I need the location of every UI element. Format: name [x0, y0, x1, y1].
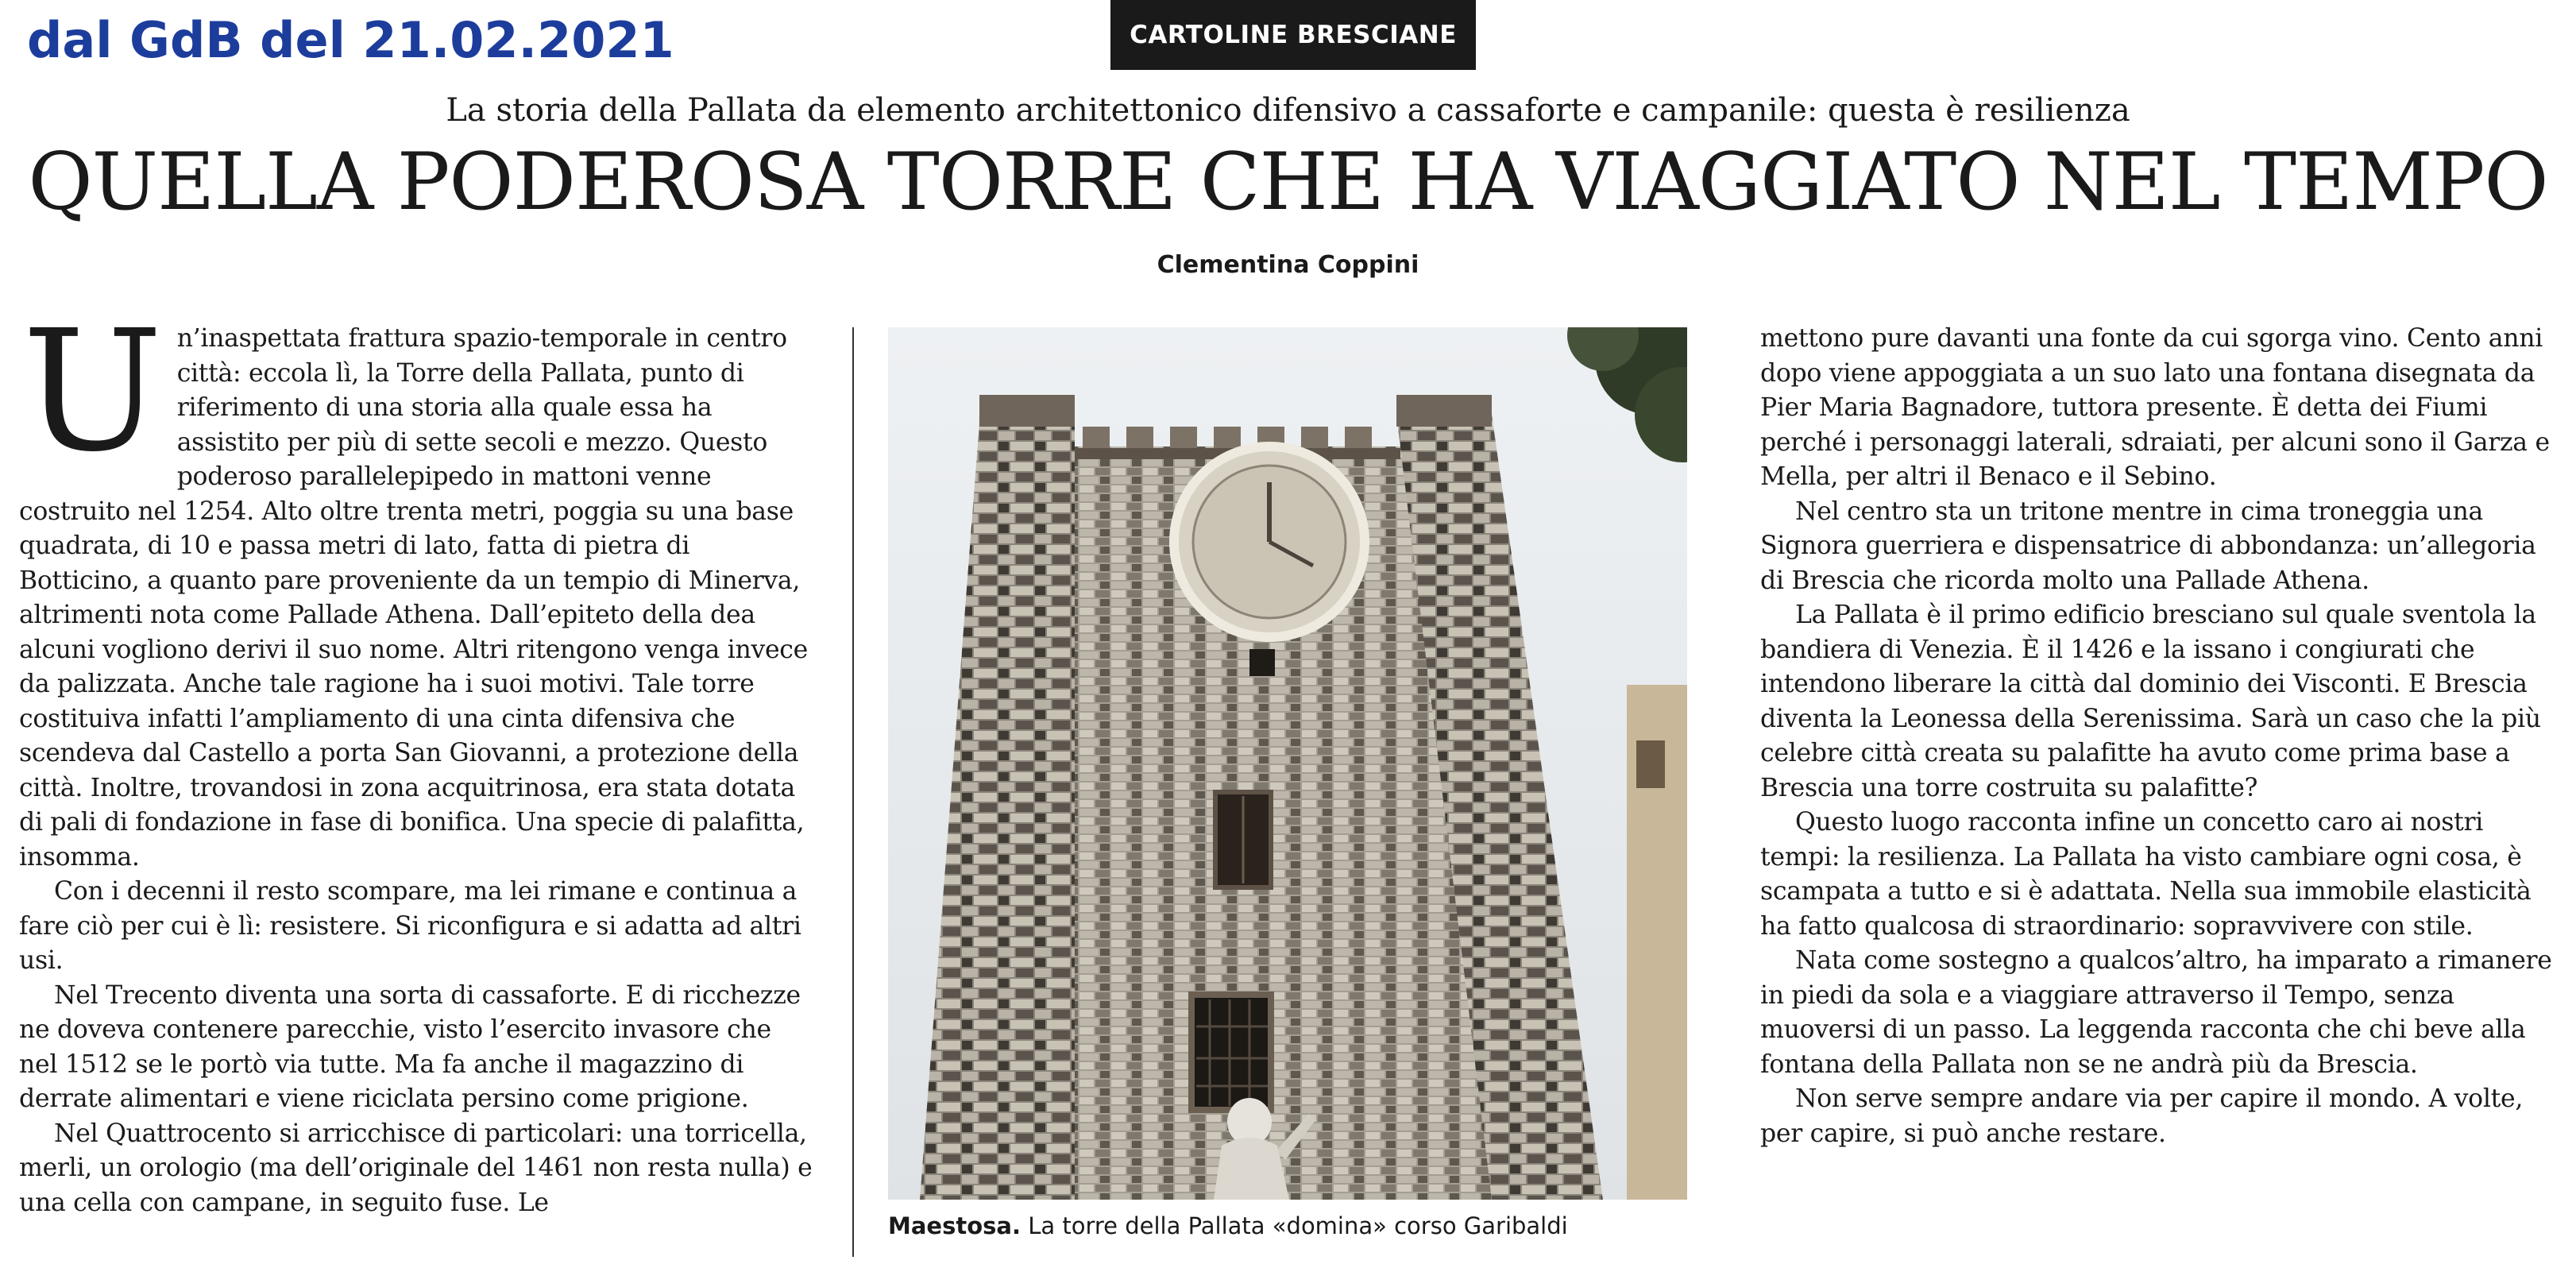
paragraph: Con i decenni il resto scompare, ma lei rimane e continua a fare ciò per cui è lì: resistere. Si riconfigura e si adatta ad altri usi.: [19, 877, 801, 975]
tower-photo: [888, 327, 1687, 1200]
paragraph: Nel Quattrocento si arricchisce di particolari: una torricella, merli, un orologio (ma dell’originale del 1461 non resta nulla) e una cella con campane, in seguito fuse. Le: [19, 1119, 813, 1217]
section-label: CARTOLINE BRESCIANE: [1110, 0, 1476, 70]
article-column-left: [19, 294, 813, 1220]
drop-cap: U: [22, 294, 163, 489]
paragraph: Nel Trecento diventa una sorta di cassaforte. E di ricchezze ne doveva contenere parecchie, visto l’esercito invasore che nel 1512 se le portò via tutte. Ma fa anche il magazzino di derrate alimentari e viene riciclata persino come prigione.: [19, 980, 801, 1113]
paragraph: Non serve sempre andare via per capire il mondo. A volte, per capire, si può anche restare.: [1760, 1084, 2524, 1148]
caption-lead: Maestosa.: [888, 1212, 1021, 1239]
paragraph: Nata come sostegno a qualcos’altro, ha imparato a rimanere in piedi da sola e a viaggiare attraverso il Tempo, senza muoversi di un passo. La leggenda racconta che chi beve alla fontana della Pallata non se ne andrà più da Brescia.: [1760, 946, 2552, 1079]
caption-text: La torre della Pallata «domina» corso Garibaldi: [1021, 1212, 1568, 1239]
paragraph: mettono pure davanti una fonte da cui sgorga vino. Cento anni dopo viene appoggiata a un suo lato una fontana disegnata da Pier Maria Bagnadore, tuttora presente. È detta dei Fiumi perché i personaggi laterali, sdraiati, per alcuni sono il Garza e Mella, per altri il Benaco e il Sebino.: [1760, 324, 2550, 491]
paragraph: Nel centro sta un tritone mentre in cima troneggia una Signora guerriera e dispensatrice di abbondanza: un’allegoria di Brescia che ricorda molto una Pallade Athena.: [1760, 497, 2536, 595]
paragraph: La Pallata è il primo edificio bresciano sul quale sventola la bandiera di Venezia. È il 1426 e la issano i congiurati che intendono liberare la città dal dominio dei Visconti. E Brescia diventa la Leonessa della Serenissima. Sarà un caso che la più celebre città creata su palafitte ha avuto come prima base a Brescia una torre costruita su palafitte?: [1760, 601, 2541, 802]
headline: QUELLA PODEROSA TORRE CHE HA VIAGGIATO NEL TEMPO: [28, 137, 2548, 228]
byline: Clementina Coppini: [1157, 251, 1419, 279]
kicker: La storia della Pallata da elemento architettonico difensivo a cassaforte e campanile: questa è resilienza: [446, 92, 2130, 129]
paragraph: Questo luogo racconta infine un concetto caro ai nostri tempi: la resilienza. La Pallata ha visto cambiare ogni cosa, è scampata a tutto e si è adattata. Nella sua immobile elasticità ha fatto qualcosa di straordinario: sopravvivere con stile.: [1760, 808, 2532, 941]
column-divider: [852, 327, 854, 1257]
source-stamp: dal GdB del 21.02.2021: [27, 11, 674, 69]
paragraph: n’inaspettata frattura spazio-temporale in centro città: eccola lì, la Torre della Pallata, punto di riferimento di una storia alla quale essa ha assistito per più di sette secoli e mezzo. Questo poderoso parallelepipedo in mattoni venne costruito nel 1254. Alto oltre trenta metri, poggia su una base quadrata, di 10 e passa metri di lato, fatta di pietra di Botticino, a quanto pare proveniente da un tempio di Minerva, altrimenti nota come Pallade Athena. Dall’epiteto della dea alcuni vogliono derivi il suo nome. Altri ritengono venga invece da palizzata. Anche tale ragione ha i suoi motivi. Tale torre costituiva infatti l’ampliamento di una cinta difensiva che scendeva dal Castello a porta San Giovanni, a protezione della città. Inoltre, trovandosi in zona acquitrinosa, era stata dotata di pali di fondazione in fase di bonifica. Una specie di palafitta, insomma.: [19, 324, 808, 872]
photo-caption: [888, 1212, 1690, 1239]
article-column-right: [1760, 322, 2559, 1151]
